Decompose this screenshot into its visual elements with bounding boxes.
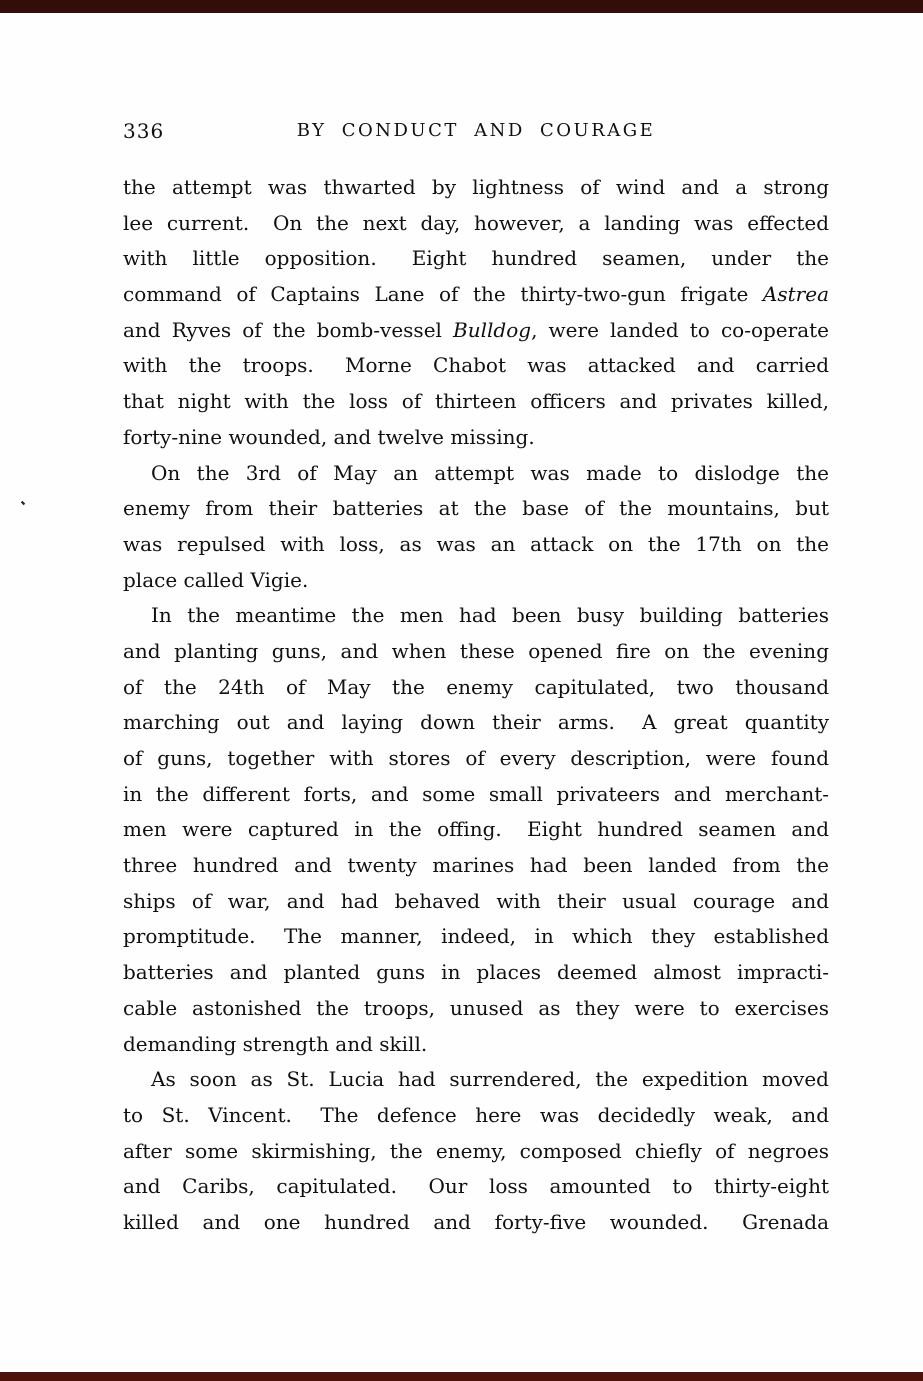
text-line — [123, 170, 829, 206]
text-line — [123, 919, 829, 955]
paragraph — [123, 170, 829, 456]
paragraph — [123, 456, 829, 599]
text-line — [123, 955, 829, 991]
text-line — [123, 1205, 829, 1241]
text-line — [123, 705, 829, 741]
text-run: of the 24th of May the enemy capitulated, two thousand — [123, 674, 829, 699]
text-run: cable astonished the troops, unused as they were to exercises — [123, 995, 829, 1020]
ship-name-italic: Astrea — [762, 282, 829, 307]
text-line — [123, 848, 829, 884]
text-line — [123, 1134, 829, 1170]
text-run: killed and one hundred and forty-five wounded. Grenada — [123, 1209, 829, 1234]
text-line — [123, 206, 829, 242]
text-run: with little opposition. Eight hundred seamen, under the — [123, 246, 829, 271]
text-run: men were captured in the offing. Eight hundred seamen and — [123, 817, 829, 842]
text-run: enemy from their batteries at the base of the mountains, but — [123, 496, 829, 521]
scan-edge-bottom — [0, 1372, 923, 1381]
text-run: with the troops. Morne Chabot was attacked and carried — [123, 353, 829, 378]
ship-name-italic: Bulldog — [453, 317, 532, 342]
text-run: and Caribs, capitulated. Our loss amounted to thirty-eight — [123, 1174, 829, 1199]
text-line — [123, 991, 829, 1027]
text-run: marching out and laying down their arms. A great quantity — [123, 710, 829, 735]
page-header — [123, 119, 829, 149]
text-run: promptitude. The manner, indeed, in which they established — [123, 924, 829, 949]
text-run: demanding strength and skill. — [123, 1031, 428, 1056]
paragraph — [123, 598, 829, 1062]
text-run: , were landed to co-operate — [531, 317, 829, 342]
text-line — [123, 420, 829, 456]
text-run: the attempt was thwarted by lightness of wind and a strong — [123, 175, 829, 199]
text-line — [123, 777, 829, 813]
text-line — [123, 384, 829, 420]
text-line — [123, 456, 829, 492]
text-line — [123, 1027, 829, 1063]
text-line — [123, 884, 829, 920]
text-run: command of Captains Lane of the thirty-two-gun frigate — [123, 282, 763, 307]
text-line — [123, 634, 829, 670]
scan-speck — [21, 501, 25, 505]
text-line — [123, 348, 829, 384]
text-run: ships of war, and had behaved with their usual courage and — [123, 888, 829, 913]
text-run: forty-nine wounded, and twelve missing. — [123, 424, 535, 449]
text-run: In the meantime the men had been busy building batteries — [151, 603, 829, 628]
text-line — [123, 491, 829, 527]
text-run: in the different forts, and some small privateers and merchant- — [123, 781, 829, 806]
text-line — [123, 1098, 829, 1134]
text-run: three hundred and twenty marines had been landed from the — [123, 853, 829, 878]
text-run: that night with the loss of thirteen officers and privates killed, — [123, 389, 829, 414]
text-line — [123, 241, 829, 277]
text-line — [123, 277, 829, 313]
text-run: On the 3rd of May an attempt was made to dislodge the — [151, 460, 829, 485]
text-line — [123, 598, 829, 634]
text-run: and planting guns, and when these opened fire on the evening — [123, 638, 829, 663]
running-head: BY CONDUCT AND COURAGE — [296, 120, 656, 141]
text-line — [123, 527, 829, 563]
text-line — [123, 670, 829, 706]
text-run: to St. Vincent. The defence here was decidedly weak, and — [123, 1102, 829, 1127]
scan-edge-top — [0, 0, 923, 13]
text-line — [123, 741, 829, 777]
text-line — [123, 313, 829, 349]
text-run: was repulsed with loss, as was an attack on the 17th on the — [123, 531, 829, 556]
text-line — [123, 1062, 829, 1098]
text-run: after some skirmishing, the enemy, composed chiefly of negroes — [123, 1138, 829, 1163]
text-run: and Ryves of the bomb-vessel — [123, 317, 454, 342]
text-run: of guns, together with stores of every description, were found — [123, 746, 829, 770]
text-block — [123, 170, 829, 1241]
text-run: place called Vigie. — [123, 567, 309, 592]
text-line — [123, 1169, 829, 1205]
text-line — [123, 563, 829, 599]
text-run: batteries and planted guns in places deemed almost impracti- — [123, 960, 829, 985]
paragraph — [123, 1062, 829, 1240]
text-run: lee current. On the next day, however, a landing was effected — [123, 210, 829, 235]
page-number: 336 — [123, 119, 165, 143]
text-run: As soon as St. Lucia had surrendered, the expedition moved — [151, 1067, 829, 1092]
text-line — [123, 812, 829, 848]
